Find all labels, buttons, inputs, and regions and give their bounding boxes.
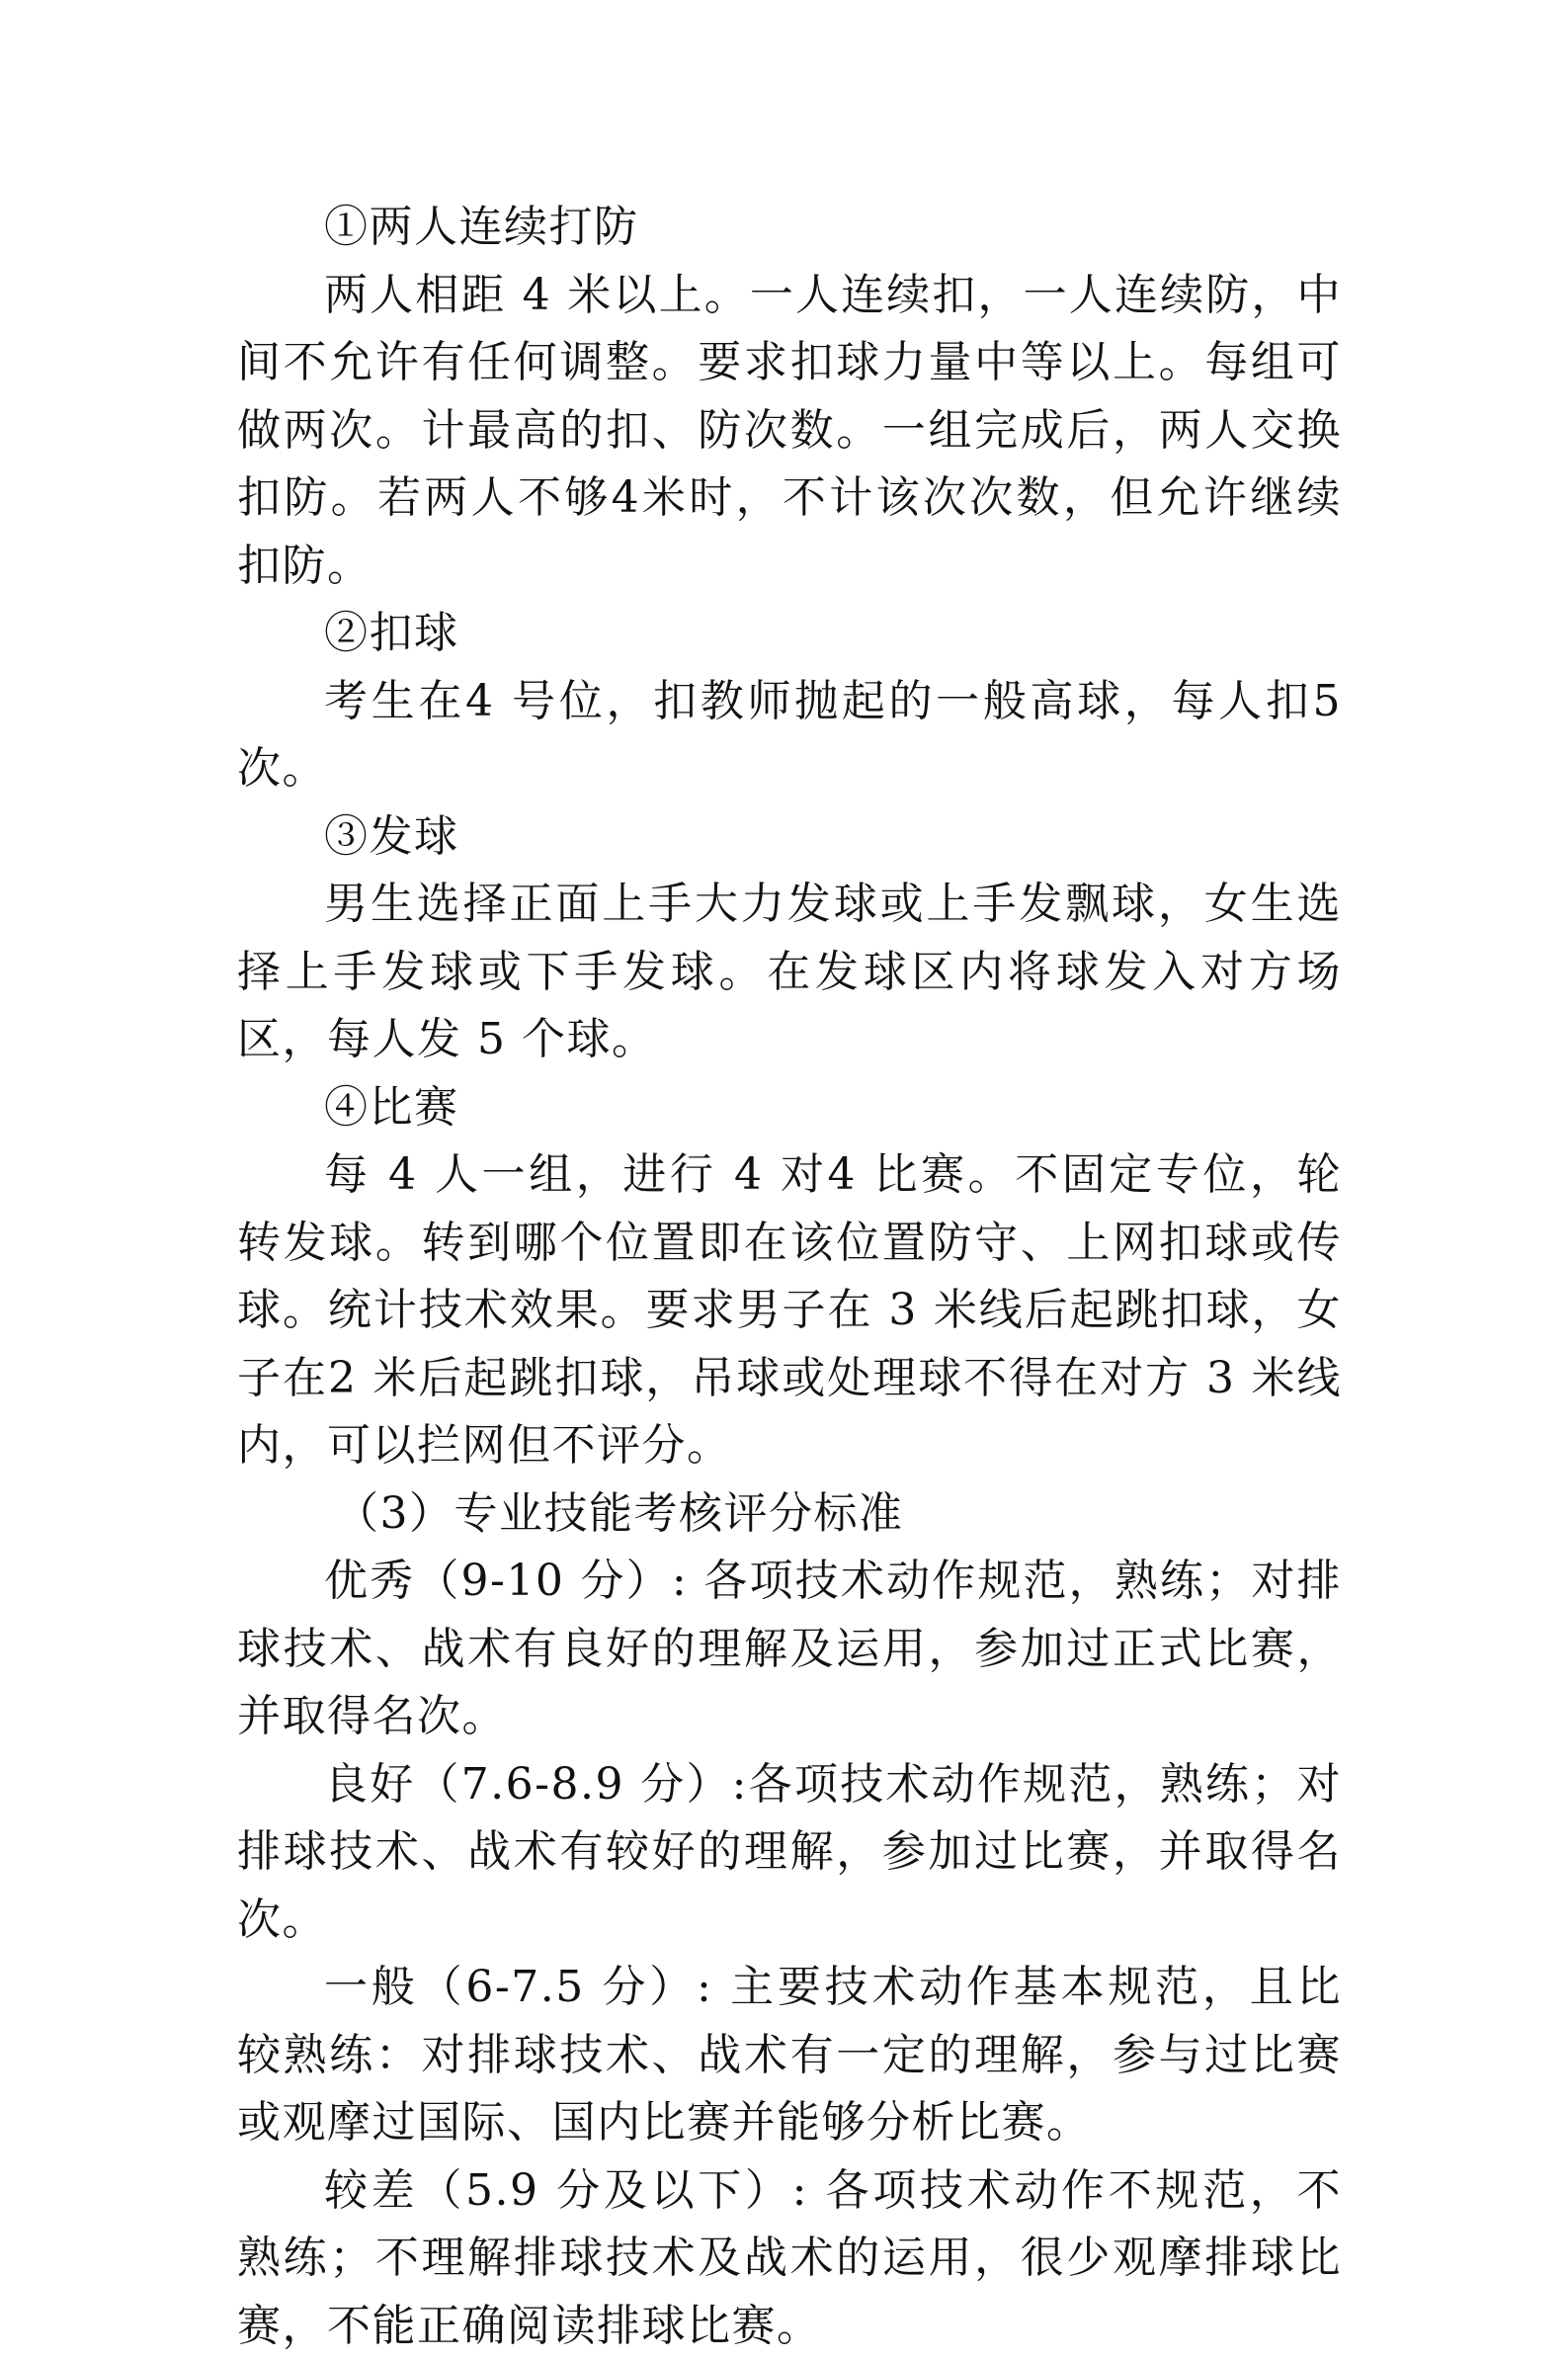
paragraph-two-person-spike-defense: 两人相距 4 米以上。一人连续扣，一人连续防，中间不允许有任何调整。要求扣球力量中等以上。每组可做两次。计最高的扣、防次数。一组完成后，两人交换扣防。若两人不够4米时，不计该次次数，但允许继续扣防。 xyxy=(237,262,1342,601)
heading-scoring-standard: （3）专业技能考核评分标准 xyxy=(237,1480,1342,1549)
paragraph-grade-excellent: 优秀（9-10 分）: 各项技术动作规范，熟练；对排球技术、战术有良好的理解及运用，参加过正式比赛，并取得名次。 xyxy=(237,1548,1342,1751)
paragraph-grade-poor: 较差（5.9 分及以下）: 各项技术动作不规范，不熟练；不理解排球技术及战术的运用，很少观摩排球比赛，不能正确阅读排球比赛。 xyxy=(237,2157,1342,2360)
paragraph-grade-good: 良好（7.6-8.9 分）:各项技术动作规范，熟练；对排球技术、战术有较好的理解，参加过比赛，并取得名次。 xyxy=(237,1751,1342,1955)
heading-serve: ③发球 xyxy=(237,803,1342,872)
paragraph-match: 每 4 人一组，进行 4 对4 比赛。不固定专位，轮转发球。转到哪个位置即在该位置防守、上网扣球或传球。统计技术效果。要求男子在 3 米线后起跳扣球，女子在2 米后起跳扣球，吊球或处理球不得在对方 3 米线内，可以拦网但不评分。 xyxy=(237,1141,1342,1480)
paragraph-serve: 男生选择正面上手大力发球或上手发飘球，女生选择上手发球或下手发球。在发球区内将球发入对方场区，每人发 5 个球。 xyxy=(237,871,1342,1074)
heading-two-person-spike-defense: ①两人连续打防 xyxy=(237,194,1342,262)
heading-spike: ②扣球 xyxy=(237,600,1342,668)
paragraph-spike: 考生在4 号位，扣教师抛起的一般高球，每人扣5 次。 xyxy=(237,668,1342,803)
paragraph-grade-average: 一般（6-7.5 分）: 主要技术动作基本规范，且比较熟练：对排球技术、战术有一定的理解，参与过比赛或观摩过国际、国内比赛并能够分析比赛。 xyxy=(237,1954,1342,2157)
document-body xyxy=(237,194,1342,2360)
heading-match: ④比赛 xyxy=(237,1074,1342,1142)
